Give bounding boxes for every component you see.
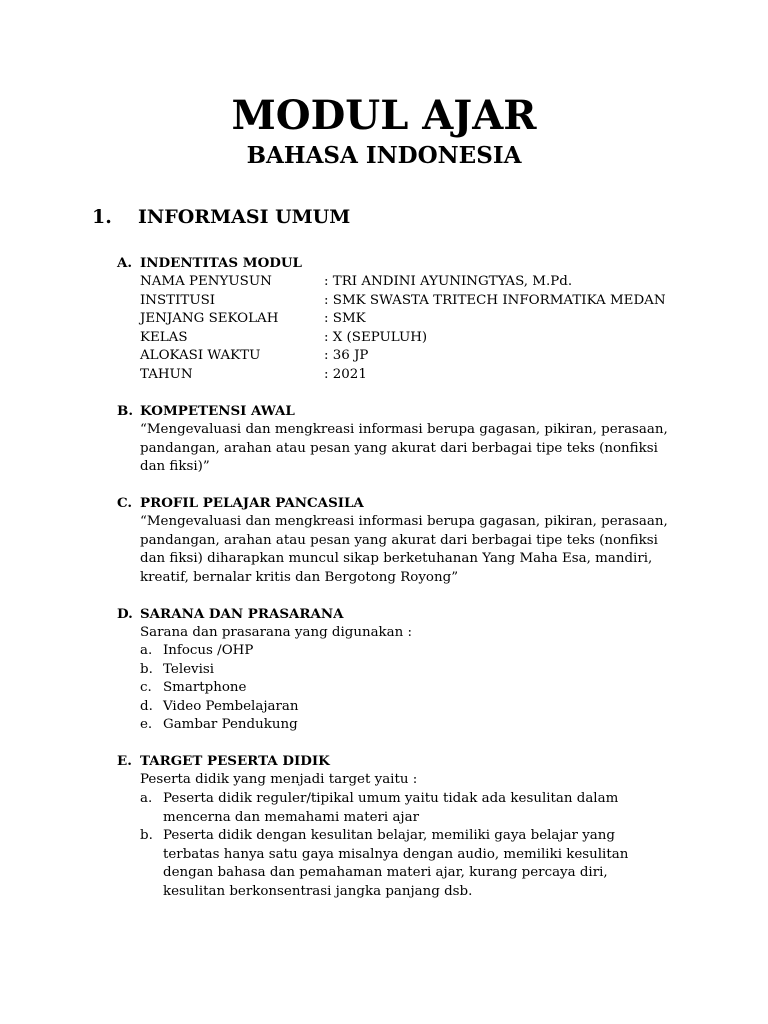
identity-key: KELAS <box>140 329 188 345</box>
subsection-b-heading: KOMPETENSI AWAL <box>140 403 295 419</box>
initial-competence-text: “Mengevaluasi dan mengkreasi informasi berupa gagasan, pikiran, perasaan, pandangan, arahan atau pesan yang akurat dari berbagai tipe teks (nonfiksi dan fiksi)” <box>140 422 668 474</box>
list-item <box>140 716 672 735</box>
pancasila-profile-text: “Mengevaluasi dan mengkreasi informasi berupa gagasan, pikiran, perasaan, pandangan, arahan atau pesan yang akurat dari berbagai tipe teks (nonfiksi dan fiksi) diharapkan muncul sikap berketuhanan Yang Maha Esa, mandiri, kreatif, bernalar kritis dan Bergotong Royong” <box>140 514 668 585</box>
list-item <box>140 642 672 661</box>
target-students-list <box>140 790 640 901</box>
identity-value: : SMK <box>324 311 366 326</box>
identity-value: : SMK SWASTA TRITECH INFORMATIKA MEDAN <box>324 292 666 308</box>
list-marker: b. <box>140 661 153 677</box>
subsection-b-letter: B. <box>117 403 133 419</box>
list-item-text: Peserta didik dengan kesulitan belajar, memiliki gaya belajar yang terbatas hanya satu gaya misalnya dengan audio, memiliki kesulitan dengan bahasa dan pemahaman materi ajar, kurang percaya diri, kesulitan berkonsentrasi jangka panjang dsb. <box>163 828 629 899</box>
list-item <box>140 661 672 680</box>
subsection-c-heading: PROFIL PELAJAR PANCASILA <box>140 495 364 511</box>
section-number: 1. <box>92 206 112 228</box>
list-item <box>140 679 672 698</box>
list-item-text: Infocus /OHP <box>163 643 254 658</box>
list-item <box>140 698 672 717</box>
list-marker: d. <box>140 698 153 714</box>
subsection-a-letter: A. <box>117 255 133 271</box>
subsection-c-letter: C. <box>117 495 133 511</box>
section-title: INFORMASI UMUM <box>138 206 351 228</box>
subsection-e-letter: E. <box>117 753 132 769</box>
target-students-intro: Peserta didik yang menjadi target yaitu : <box>140 772 418 787</box>
identity-value: : 36 JP <box>324 348 369 363</box>
list-item-text: Televisi <box>163 661 215 677</box>
subsection-e-heading: TARGET PESERTA DIDIK <box>140 753 330 769</box>
identity-key: NAMA PENYUSUN <box>140 274 272 289</box>
list-marker: e. <box>140 717 153 732</box>
list-item-text: Gambar Pendukung <box>163 717 298 732</box>
list-marker: a. <box>140 643 153 658</box>
list-item <box>140 827 640 901</box>
document-subtitle: BAHASA INDONESIA <box>246 142 522 169</box>
facilities-intro: Sarana dan prasarana yang digunakan : <box>140 625 413 640</box>
list-marker: b. <box>140 828 153 843</box>
list-marker: a. <box>140 791 153 806</box>
list-item <box>140 790 640 827</box>
facilities-list <box>140 642 672 735</box>
identity-key: INSTITUSI <box>140 292 216 308</box>
identity-key: TAHUN <box>140 366 193 382</box>
list-item-text: Peserta didik reguler/tipikal umum yaitu tidak ada kesulitan dalam mencerna dan memahami materi ajar <box>163 791 619 825</box>
list-marker: c. <box>140 680 152 695</box>
identity-value: : 2021 <box>324 366 367 382</box>
document-title: MODUL AJAR <box>231 92 537 139</box>
list-item-text: Smartphone <box>163 680 247 695</box>
identity-value: : X (SEPULUH) <box>324 329 428 345</box>
subsection-d-letter: D. <box>117 606 133 622</box>
identity-key: JENJANG SEKOLAH <box>140 311 279 326</box>
identity-key: ALOKASI WAKTU <box>140 348 261 363</box>
identity-value: : TRI ANDINI AYUNINGTYAS, M.Pd. <box>324 274 573 289</box>
list-item-text: Video Pembelajaran <box>163 698 299 714</box>
subsection-a-heading: INDENTITAS MODUL <box>140 255 302 271</box>
subsection-d-heading: SARANA DAN PRASARANA <box>140 606 344 622</box>
